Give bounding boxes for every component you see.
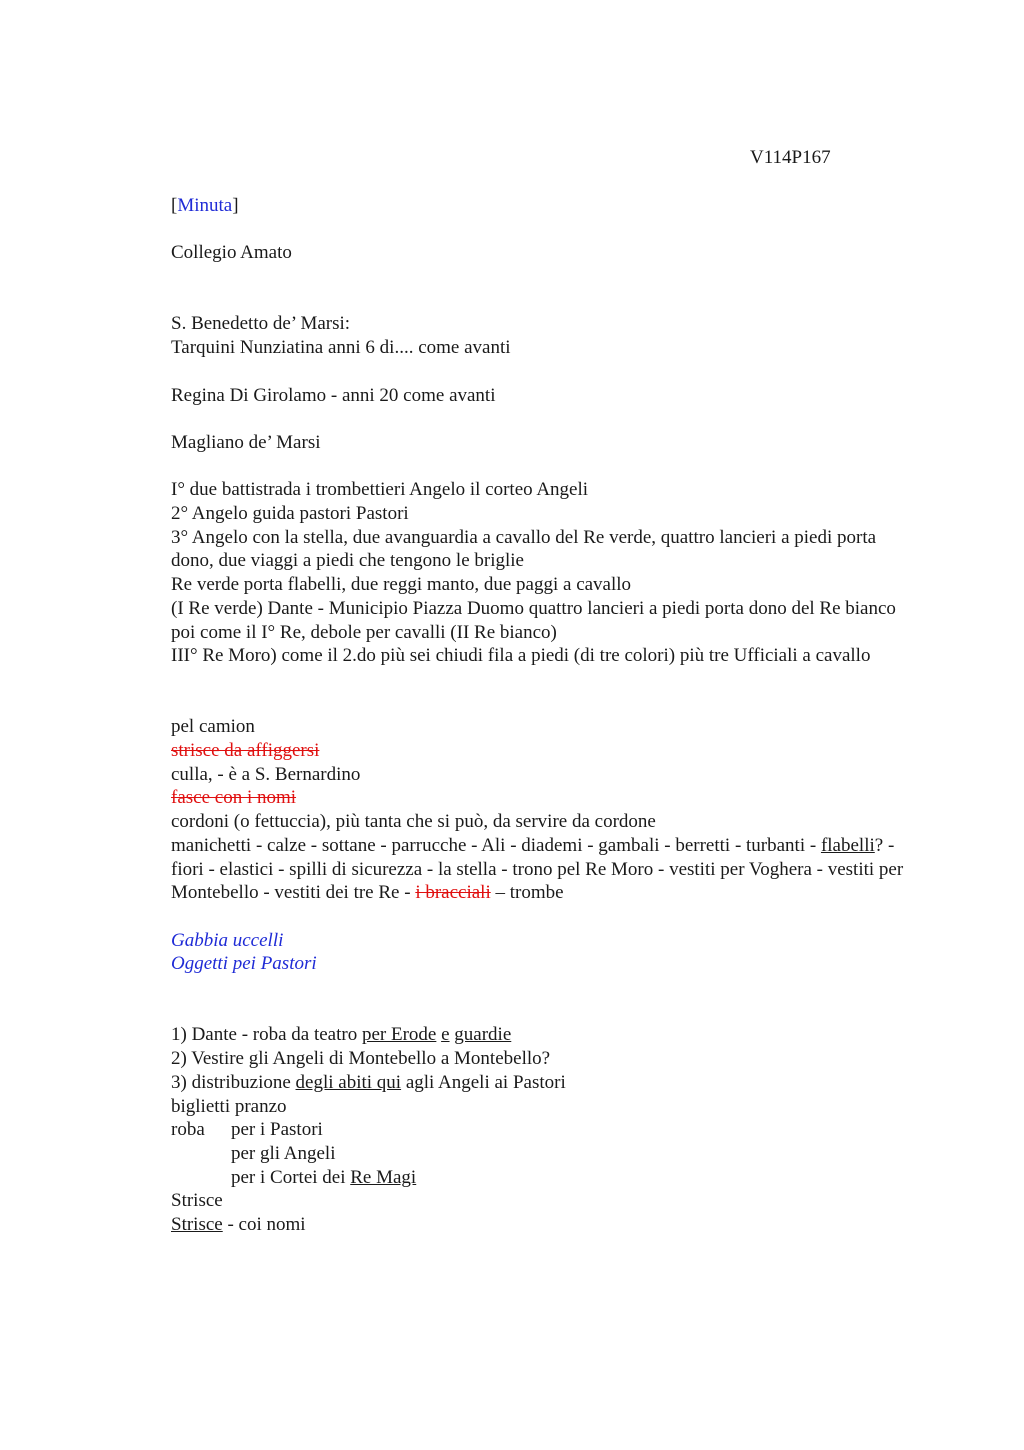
procession-line-2: 2° Angelo guida pastori Pastori <box>171 503 409 525</box>
reference-code: V114P167 <box>750 147 831 168</box>
biglietti-pranzo: biglietti pranzo <box>171 1095 287 1117</box>
numbered-item-1: 1) Dante - roba da teatro per Erode e guardie <box>171 1024 512 1046</box>
list-strisce-struck: strisce da affiggersi <box>171 740 320 762</box>
document-body <box>171 194 911 1237</box>
roba-items <box>231 1118 416 1189</box>
roba-item: per gli Angeli <box>231 1143 336 1164</box>
numbered-item-2: 2) Vestire gli Angeli di Montebello a Montebello? <box>171 1048 551 1070</box>
minuta-label: [Minuta] <box>171 195 239 216</box>
procession-line-3: 3° Angelo con la stella, due avanguardia a cavallo del Re verde, quattro lancieri a piedi porta dono, due viaggi a piedi che tengono le briglie <box>171 526 877 572</box>
strisce-line-2: Strisce - coi nomi <box>171 1214 306 1236</box>
section-heading-benedetto: S. Benedetto de’ Marsi: <box>171 313 351 335</box>
procession-line-6: III° Re Moro) come il 2.do più sei chiudi fila a piedi (di tre colori) più tre Ufficiali a cavallo <box>171 645 871 667</box>
roba-label: roba <box>171 1119 205 1141</box>
section-heading-magliano: Magliano de’ Marsi <box>171 431 321 453</box>
procession-line-1: I° due battistrada i trombettieri Angelo il corteo Angeli <box>171 479 589 501</box>
list-cordoni: cordoni (o fettuccia), più tanta che si può, da servire da cordone <box>171 811 656 833</box>
roba-item: per i Pastori <box>231 1119 323 1141</box>
list-culla: culla, - è a S. Bernardino <box>171 763 361 785</box>
entry-regina: Regina Di Girolamo - anni 20 come avanti <box>171 384 496 406</box>
list-pel-camion: pel camion <box>171 716 255 738</box>
note-gabbia: Gabbia uccelli <box>171 929 284 951</box>
collegio-title: Collegio Amato <box>171 242 292 264</box>
entry-tarquini: Tarquini Nunziatina anni 6 di.... come avanti <box>171 337 511 359</box>
minuta-word: Minuta <box>177 195 233 216</box>
note-oggetti: Oggetti pei Pastori <box>171 953 317 975</box>
numbered-item-3: 3) distribuzione degli abiti qui agli Angeli ai Pastori <box>171 1071 566 1093</box>
procession-line-4: Re verde porta flabelli, due reggi manto, due paggi a cavallo <box>171 574 632 596</box>
strisce-line-1: Strisce <box>171 1190 223 1212</box>
list-items-paragraph: manichetti - calze - sottane - parrucche - Ali - diademi - gambali - berretti - turbanti - flabelli? - fiori - elastici - spilli di sicurezza - la stella - trono pel Re Moro - vestiti per Voghera - vestiti per Montebello - vestiti dei tre Re - i bracciali – trombe <box>171 834 904 904</box>
procession-line-5: (I Re verde) Dante - Municipio Piazza Duomo quattro lancieri a piedi porta dono del Re bianco poi come il I° Re, debole per cavalli (II Re bianco) <box>171 597 896 643</box>
list-fasce-struck: fasce con i nomi <box>171 787 297 809</box>
flabelli-underlined: flabelli <box>820 834 875 856</box>
roba-item: per i Cortei dei Re Magi <box>231 1166 417 1188</box>
roba-list <box>171 1118 911 1189</box>
bracciali-struck: i bracciali <box>415 882 491 904</box>
